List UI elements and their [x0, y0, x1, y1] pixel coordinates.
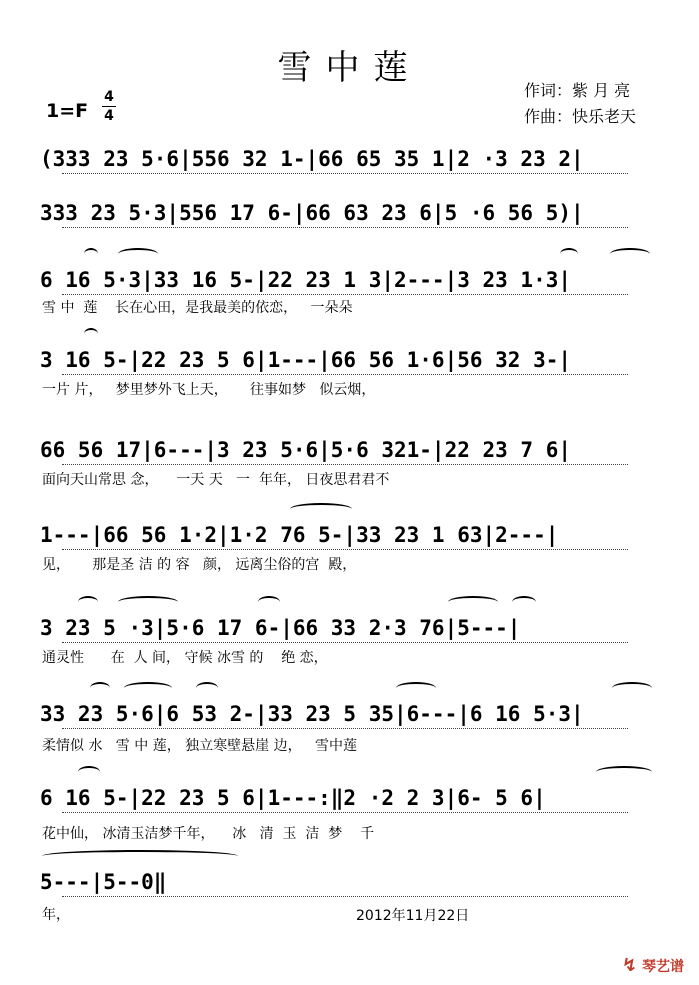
notation-row: 3 23 5 ·3|5·6 17 6-|66 33 2·3 76|5---|	[40, 608, 668, 648]
time-signature-top: 4	[104, 89, 114, 105]
time-signature-bottom: 4	[104, 108, 114, 124]
notation-row: 3 16 5-|22 23 5 6|1---|66 56 1·6|56 32 3-|	[40, 340, 668, 380]
composer-credit: 作曲：快乐老天	[524, 107, 637, 126]
notation-row: 5---|5--0‖	[40, 862, 668, 902]
notation-row: 33 23 5·6|6 53 2-|33 23 5 35|6---|6 16 5·3|	[40, 694, 668, 734]
notation-row: 6 16 5·3|33 16 5-|22 23 1 3|2---|3 23 1·3|	[40, 260, 668, 300]
lyric-row: 柔情似 水 雪 中 莲， 独立寒壁悬崖 边， 雪中莲	[42, 738, 357, 754]
lyric-row: 见， 那是圣 洁 的 容 颜， 远离尘俗的宫 殿，	[42, 557, 357, 573]
site-logo	[622, 955, 684, 976]
logo-icon: ↯	[622, 955, 638, 976]
lyric-row: 花中仙， 冰清玉洁梦千年， 冰 清 玉 洁 梦 千	[42, 826, 375, 842]
notation-row: 333 23 5·3|556 17 6-|66 63 23 6|5 ·6 56 5)|	[40, 193, 668, 233]
lyric-row: 年，	[42, 907, 70, 923]
date-stamp: 2012年11月22日	[356, 908, 470, 924]
lyric-row: 雪 中 莲 长在心田，是我最美的依恋， 一朵朵	[42, 300, 353, 316]
time-signature	[102, 89, 116, 124]
notation-row: 66 56 17|6---|3 23 5·6|5·6 321-|22 23 7 6|	[40, 430, 668, 470]
lyricist-credit: 作词：紫 月 亮	[524, 81, 631, 100]
lyric-row: 通灵性 在 人 间， 守候 冰雪 的 绝 恋，	[42, 650, 328, 666]
notation-row: 6 16 5-|22 23 5 6|1---:‖2 ·2 2 3|6- 5 6|	[40, 778, 668, 818]
lyric-row: 面向天山常思 念， 一天 天 一 年年， 日夜思君君不	[42, 472, 390, 488]
credits	[524, 78, 636, 130]
song-title: 雪中莲	[277, 48, 422, 88]
lyric-row: 一片 片， 梦里梦外飞上天， 往事如梦 似云烟，	[42, 382, 376, 398]
logo-text: 琴艺谱	[641, 959, 684, 975]
key-signature: 1=F	[46, 100, 89, 122]
notation-row: 1---|66 56 1·2|1·2 76 5-|33 23 1 63|2---|	[40, 515, 668, 555]
notation-row: (333 23 5·6|556 32 1-|66 65 35 1|2 ·3 23 2|	[40, 139, 668, 179]
